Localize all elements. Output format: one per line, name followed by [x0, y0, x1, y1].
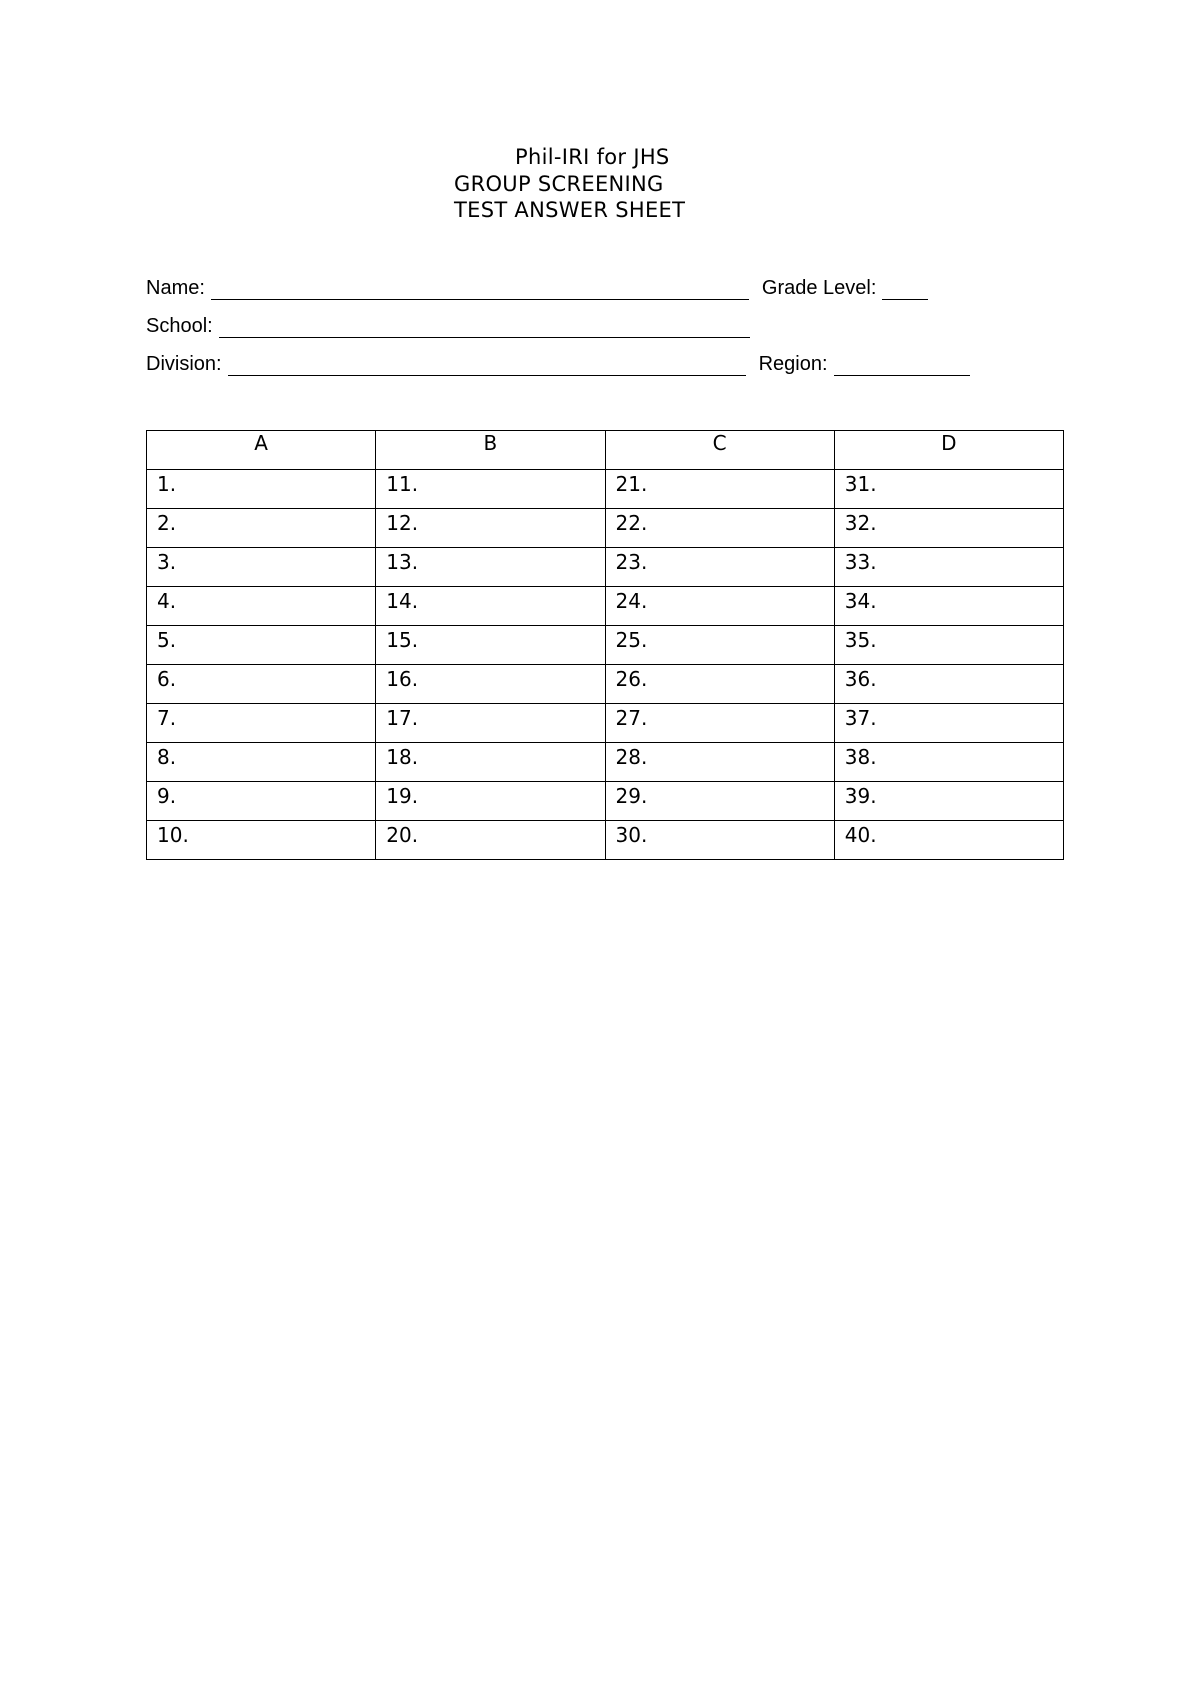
answer-cell-b[interactable]: 12. — [376, 509, 605, 548]
region-label: Region: — [758, 353, 828, 375]
answer-cell-d[interactable]: 35. — [834, 626, 1063, 665]
answer-cell-b[interactable]: 13. — [376, 548, 605, 587]
answer-cell-b[interactable]: 11. — [376, 470, 605, 509]
grade-level-label: Grade Level: — [761, 277, 877, 299]
answer-cell-d[interactable]: 31. — [834, 470, 1063, 509]
answer-cell-b[interactable]: 14. — [376, 587, 605, 626]
grade-level-blank[interactable] — [882, 280, 928, 300]
table-row — [147, 821, 1064, 860]
division-blank[interactable] — [228, 356, 746, 376]
division-row — [146, 353, 970, 376]
answer-cell-d[interactable]: 38. — [834, 743, 1063, 782]
answer-cell-c[interactable]: 22. — [605, 509, 834, 548]
answer-cell-a[interactable]: 3. — [147, 548, 376, 587]
answer-cell-b[interactable]: 20. — [376, 821, 605, 860]
answer-cell-c[interactable]: 30. — [605, 821, 834, 860]
answer-cell-b[interactable]: 19. — [376, 782, 605, 821]
answer-cell-c[interactable]: 25. — [605, 626, 834, 665]
answer-cell-a[interactable]: 9. — [147, 782, 376, 821]
school-row — [146, 315, 750, 338]
answer-cell-a[interactable]: 10. — [147, 821, 376, 860]
region-blank[interactable] — [834, 356, 970, 376]
answer-cell-c[interactable]: 27. — [605, 704, 834, 743]
answer-cell-d[interactable]: 40. — [834, 821, 1063, 860]
answer-cell-c[interactable]: 24. — [605, 587, 834, 626]
answer-cell-a[interactable]: 2. — [147, 509, 376, 548]
answer-cell-b[interactable]: 17. — [376, 704, 605, 743]
answer-cell-c[interactable]: 28. — [605, 743, 834, 782]
answer-cell-a[interactable]: 4. — [147, 587, 376, 626]
answer-cell-b[interactable]: 18. — [376, 743, 605, 782]
table-row — [147, 743, 1064, 782]
answer-cell-c[interactable]: 29. — [605, 782, 834, 821]
column-header-b: B — [376, 431, 605, 470]
table-row — [147, 782, 1064, 821]
answer-cell-a[interactable]: 8. — [147, 743, 376, 782]
answer-cell-c[interactable]: 26. — [605, 665, 834, 704]
column-header-d: D — [834, 431, 1063, 470]
answer-cell-a[interactable]: 6. — [147, 665, 376, 704]
answer-cell-d[interactable]: 32. — [834, 509, 1063, 548]
table-row — [147, 587, 1064, 626]
title-line-2: GROUP SCREENING — [454, 172, 664, 196]
answer-cell-c[interactable]: 23. — [605, 548, 834, 587]
table-row — [147, 665, 1064, 704]
answer-cell-a[interactable]: 1. — [147, 470, 376, 509]
answer-cell-d[interactable]: 37. — [834, 704, 1063, 743]
answer-cell-c[interactable]: 21. — [605, 470, 834, 509]
answer-cell-d[interactable]: 36. — [834, 665, 1063, 704]
answer-cell-d[interactable]: 39. — [834, 782, 1063, 821]
name-blank[interactable] — [211, 280, 749, 300]
title-line-1: Phil-IRI for JHS — [515, 145, 670, 169]
table-row — [147, 548, 1064, 587]
name-label: Name: — [146, 277, 205, 299]
school-blank[interactable] — [219, 318, 750, 338]
answer-cell-a[interactable]: 7. — [147, 704, 376, 743]
answer-cell-d[interactable]: 34. — [834, 587, 1063, 626]
answer-cell-b[interactable]: 16. — [376, 665, 605, 704]
title-line-3: TEST ANSWER SHEET — [454, 198, 686, 222]
answer-table — [146, 430, 1064, 860]
table-row — [147, 509, 1064, 548]
answer-body — [147, 470, 1064, 860]
name-row — [146, 277, 928, 300]
table-header-row — [147, 431, 1064, 470]
school-label: School: — [146, 315, 213, 337]
table-row — [147, 470, 1064, 509]
answer-cell-a[interactable]: 5. — [147, 626, 376, 665]
table-row — [147, 626, 1064, 665]
division-label: Division: — [146, 353, 222, 375]
column-header-c: C — [605, 431, 834, 470]
table-row — [147, 704, 1064, 743]
answer-cell-d[interactable]: 33. — [834, 548, 1063, 587]
column-header-a: A — [147, 431, 376, 470]
answer-cell-b[interactable]: 15. — [376, 626, 605, 665]
